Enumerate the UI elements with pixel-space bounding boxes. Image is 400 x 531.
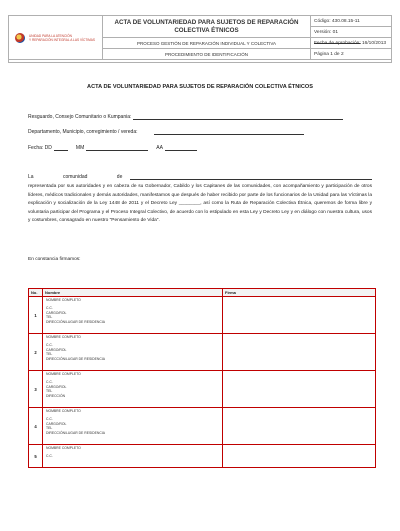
shield-icon [15, 33, 25, 43]
person-data-cell[interactable] [43, 445, 223, 467]
procedure-label: PROCEDIMIENTO DE IDENTIFICACIÓN [103, 49, 311, 60]
person-field-label: C.C. [46, 380, 53, 385]
person-field-label: CARGO/ROL [46, 421, 67, 426]
person-field-label: CARGO/ROL [46, 347, 67, 352]
person-data-cell[interactable] [43, 408, 223, 444]
day-input-line[interactable] [54, 145, 68, 151]
person-field-label: TEL [46, 389, 53, 394]
row-number: 3 [29, 371, 43, 407]
table-row [29, 297, 375, 334]
person-field-label: TEL [46, 352, 53, 357]
person-field-label: TEL [46, 426, 53, 431]
code-label: Código: 430.08.15-11 [311, 16, 391, 27]
signature-cell[interactable] [223, 445, 375, 467]
person-field-label: NOMBRE COMPLETO [46, 372, 81, 376]
unit-logo: UNIDAD PARA LA ATENCIÓN Y REPARACIÓN INTEGRAL A LAS VÍCTIMAS [15, 33, 95, 43]
header-table [8, 15, 392, 63]
person-field-label: C.C. [46, 454, 53, 459]
document-title: ACTA DE VOLUNTARIEDAD PARA SUJETOS DE REPARACIÓN COLECTIVA ÉTNICOS [87, 84, 313, 90]
table-row [29, 445, 375, 467]
person-field-label: C.C. [46, 343, 53, 348]
row-number: 4 [29, 408, 43, 444]
signature-table-header: No. Nombre Firma [29, 289, 375, 297]
person-field-label: DIRECCIÓN/LUGAR DE RESIDENCIA [46, 319, 105, 324]
logo-cell [9, 16, 103, 60]
person-field-label: DIRECCIÓN/LUGAR DE RESIDENCIA [46, 356, 105, 361]
voluntariedad-paragraph: representada por sus autoridades y en cabeza de su Gobernador, Cabildo y los Capitanes de las comunidades, con acompañamiento y participación de otros líderes, médicos tradicionales y demás autoridades, manifestamos que después de haber recibido por parte de los funcionarios de la Unidad para las Víctimas la explicación y socialización de la Ley 1448 de 2011 y el Decreto Ley ________, así como la Ruta de Reparación Colectiva Étnica, queremos de forma libre y voluntaria participar del Programa y el Proceso Integral Colectivo, de acuerdo con lo estipulado en esta Ley y Decreto Ley y en diálogo con nuestra cultura, usos y costumbres, consagrado en nuestro "Pensamiento de Vida". [28, 184, 372, 223]
field-comunidad[interactable]: La comunidad de [28, 174, 372, 180]
signature-table [28, 288, 376, 468]
person-data-cell[interactable] [43, 371, 223, 407]
signature-cell[interactable] [223, 371, 375, 407]
year-input-line[interactable] [165, 145, 197, 151]
person-field-label: C.C. [46, 306, 53, 311]
person-field-label: C.C. [46, 417, 53, 422]
person-data-cell[interactable] [43, 297, 223, 333]
resguardo-input-line[interactable] [133, 114, 343, 120]
person-field-label: NOMBRE COMPLETO [46, 409, 81, 413]
page-number: Página 1 de 2 [311, 49, 391, 60]
field-departamento[interactable]: Departamento, Municipio, corregimiento / vereda: [28, 129, 304, 135]
signature-cell[interactable] [223, 408, 375, 444]
table-row [29, 408, 375, 445]
person-field-label: CARGO/ROL [46, 310, 67, 315]
person-field-label: NOMBRE COMPLETO [46, 335, 81, 339]
field-resguardo[interactable]: Resguardo, Consejo Comunitario o Kumpania: [28, 114, 343, 120]
person-field-label: NOMBRE COMPLETO [46, 298, 81, 302]
row-number: 5 [29, 445, 43, 467]
month-input-line[interactable] [86, 145, 148, 151]
version-label: Versión: 01 [311, 27, 391, 38]
signature-cell[interactable] [223, 334, 375, 370]
table-row [29, 334, 375, 371]
person-field-label: TEL [46, 315, 53, 320]
person-field-label: DIRECCIÓN/LUGAR DE RESIDENCIA [46, 430, 105, 435]
header-title: ACTA DE VOLUNTARIEDAD PARA SUJETOS DE REPARACIÓN COLECTIVA ÉTNICOS [103, 16, 311, 38]
person-data-cell[interactable] [43, 334, 223, 370]
person-field-label: CARGO/ROL [46, 384, 67, 389]
row-number: 2 [29, 334, 43, 370]
row-number: 1 [29, 297, 43, 333]
approval-date: Fecha de Aprobación: 16/10/2013 [311, 38, 391, 49]
person-field-label: DIRECCIÓN [46, 393, 66, 398]
signature-cell[interactable] [223, 297, 375, 333]
field-fecha[interactable]: Fecha: DD MM AA [28, 145, 197, 151]
process-label: PROCESO GESTIÓN DE REPARACIÓN INDIVIDUAL Y COLECTIVA [103, 38, 311, 49]
comunidad-input-line[interactable] [130, 174, 372, 180]
person-field-label: NOMBRE COMPLETO [46, 446, 81, 450]
table-row [29, 371, 375, 408]
constancia-text: En constancia firmamos: [28, 257, 81, 262]
departamento-input-line[interactable] [154, 129, 304, 135]
